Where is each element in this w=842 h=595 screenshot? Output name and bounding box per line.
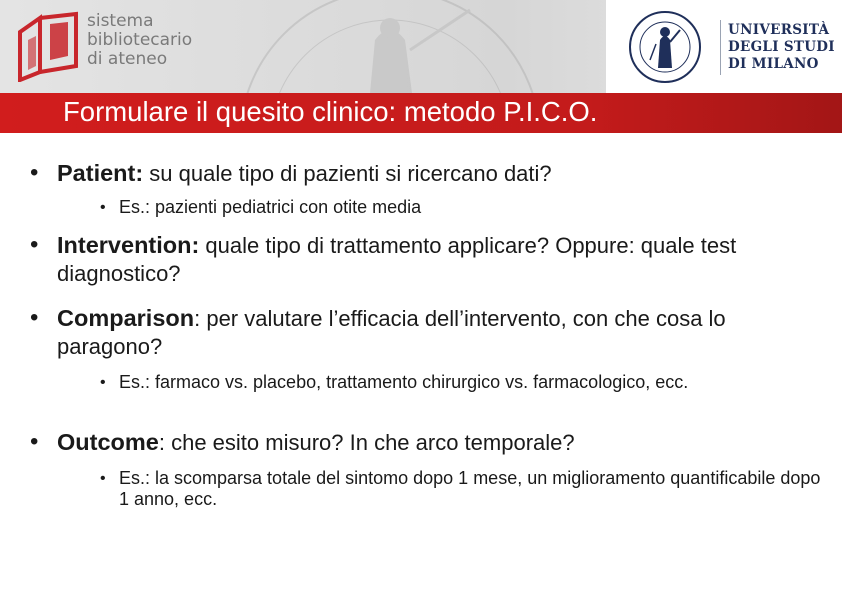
bullet-dot-icon: • — [30, 304, 39, 331]
pico-description: quale tipo di trattamento applicare? Oppure: quale test diagnostico? — [57, 233, 737, 286]
statue-watermark-icon — [180, 0, 600, 93]
library-logo-text: sistema bibliotecario di ateneo — [87, 11, 193, 69]
example-text: Es.: pazienti pediatrici con otite media — [119, 197, 422, 217]
pico-term: Comparison — [57, 305, 195, 331]
pico-term: Patient: — [57, 160, 144, 186]
example-text: Es.: la scomparsa totale del sintomo dopo 1 mese, un miglioramento quantificabile dopo 1 anno, ecc. — [119, 468, 821, 509]
bullet-text — [57, 159, 827, 188]
bullet-text — [57, 304, 827, 361]
slide-title: Formulare il quesito clinico: metodo P.I.C.O. — [63, 96, 598, 127]
bullet-dot-icon: • — [30, 428, 39, 455]
pico-term: Intervention: — [57, 232, 200, 258]
bullet-dot-icon: • — [100, 470, 106, 487]
university-logo — [606, 0, 842, 93]
bullet-text — [57, 231, 827, 288]
slide-header — [0, 0, 842, 93]
bullet-dot-icon: • — [100, 199, 106, 216]
pico-description: : per valutare l’efficacia dell’intervento, con che cosa lo paragono? — [57, 306, 726, 359]
library-logo-icon — [16, 10, 80, 82]
pico-description: su quale tipo di pazienti si ricercano dati? — [143, 161, 552, 186]
logo-divider — [720, 20, 721, 75]
university-seal-icon — [624, 10, 706, 84]
bullet-dot-icon: • — [30, 159, 39, 186]
example-text: Es.: farmaco vs. placebo, trattamento chirurgico vs. farmacologico, ecc. — [119, 372, 689, 392]
bullet-dot-icon: • — [30, 231, 39, 258]
bullet-dot-icon: • — [100, 374, 106, 391]
pico-term: Outcome — [57, 429, 159, 455]
bullet-text — [57, 428, 827, 457]
title-bar — [0, 93, 842, 133]
pico-description: : che esito misuro? In che arco temporale? — [158, 430, 575, 455]
university-name: UNIVERSITÀ DEGLI STUDI DI MILANO — [728, 22, 835, 72]
